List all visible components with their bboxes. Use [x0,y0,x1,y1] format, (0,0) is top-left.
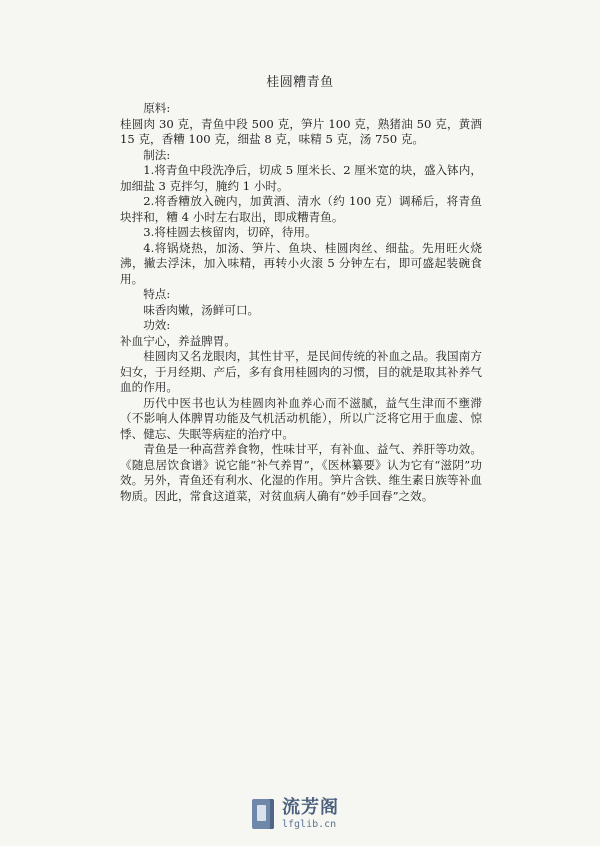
paragraph-features: 味香肉嫩，汤鲜可口。 [143,302,260,317]
section-heading-features: 特点: [143,287,171,301]
book-icon [252,799,274,829]
paragraph-longan: 桂圆肉又名龙眼肉，其性甘平，是民间传统的补血之品。我国南方妇女，于月经期、产后，多有食用桂圆肉的习惯，目的就是取其补养气血的作用。 [120,349,482,394]
section-heading-ingredients: 原料: [143,101,171,115]
paragraph-tcm: 历代中医书也认为桂圆肉补血养心而不滋腻，益气生津而不壅滞（不影响人体脾胃功能及气机活动机能），所以广泛将它用于血虚、惊悸、健忘、失眠等病症的治疗中。 [120,395,482,441]
watermark-name: 流芳阁 [282,796,339,818]
watermark-url: lfglib.cn [282,818,337,830]
paragraph-ingredients: 桂圆肉 30 克，青鱼中段 500 克，笋片 100 克，熟猪油 50 克，黄酒 15 克，香糟 100 克，细盐 8 克，味精 5 克，汤 750 克。 [120,116,482,146]
section-heading-method: 制法: [143,147,171,162]
watermark-logo [252,796,382,832]
paragraph-step-4: 4.将锅烧热，加汤、笋片、鱼块、桂圆肉丝、细盐。先用旺火烧沸，撇去浮沫，加入味精，再转小火滚 5 分钟左右，即可盛起装碗食用。 [120,240,482,286]
section-heading-effects: 功效: [143,318,171,332]
paragraph-effects: 补血宁心，养益脾胃。 [120,333,236,348]
paragraph-black-carp: 青鱼是一种高营养食物，性味甘平，有补血、益气、养肝等功效。《随息居饮食谱》说它能“补气养胃”，《医林纂要》认为它有“滋阴”功效。另外，青鱼还有利水、化湿的作用。笋片含铁、维生素日族等补血物质。因此，常食这道菜，对贫血病人确有“妙手回春”之效。 [120,442,482,503]
document-body [120,101,482,504]
paragraph-step-1: 1.将青鱼中段洗净后，切成 5 厘米长、2 厘米宽的块，盛入钵内，加细盐 3 克拌匀，腌约 1 小时。 [120,163,482,193]
page-title: 桂圆糟青鱼 [266,75,334,90]
paragraph-step-2: 2.将香糟放入碗内，加黄酒、清水（约 100 克）调稀后，将青鱼块拌和，糟 4 小时左右取出，即成糟青鱼。 [120,194,482,224]
paragraph-step-3: 3.将桂圆去核留肉，切碎，待用。 [143,225,317,239]
